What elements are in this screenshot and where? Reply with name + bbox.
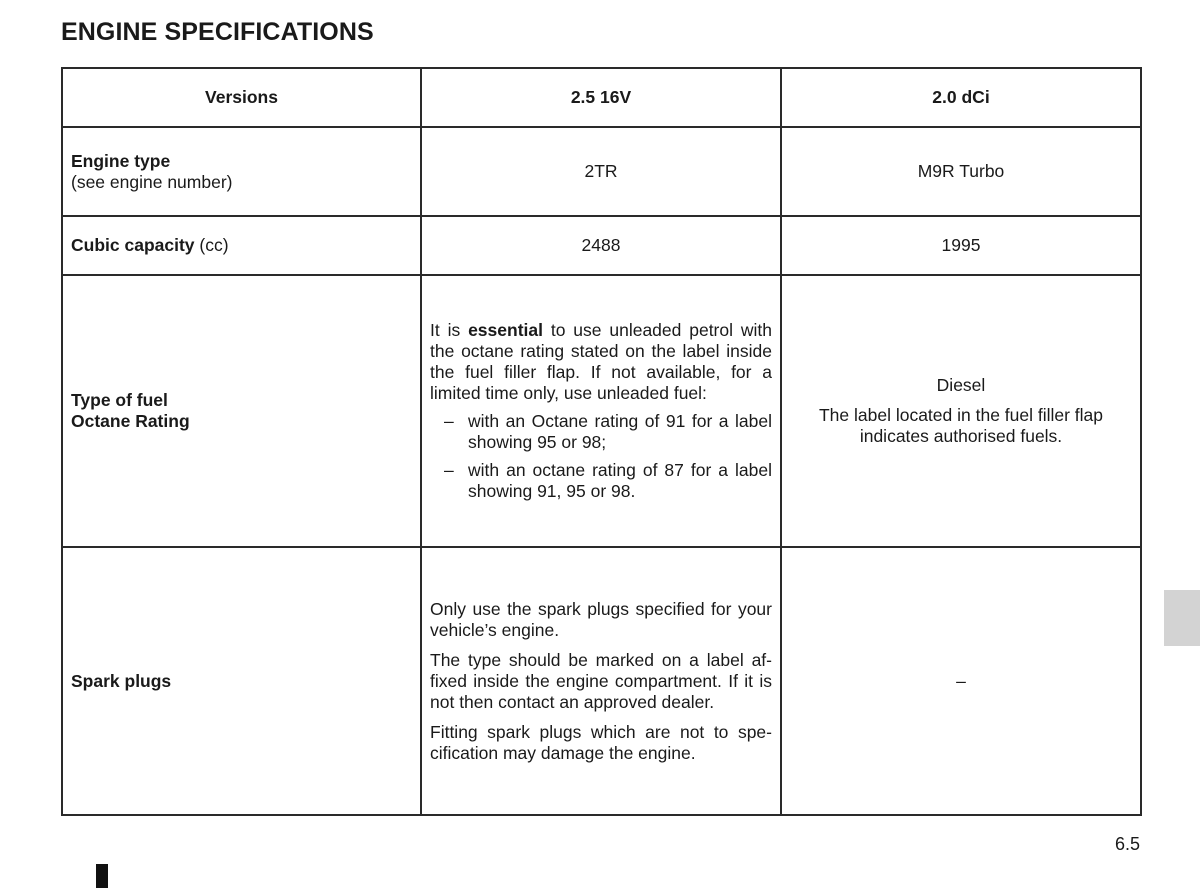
spark-plugs-paragraph-2: The type should be marked on a label af-fixed inside the engine compartment. If it is not then contact an approved dealer. — [430, 649, 772, 712]
engine-spec-table — [61, 67, 1142, 816]
engine-type-value-2: M9R Turbo — [781, 127, 1141, 216]
fuel-intro-emphasis: essential — [468, 320, 543, 340]
fuel-type-value-1 — [421, 275, 781, 547]
fuel-intro-pre: It is — [430, 320, 469, 340]
list-item — [444, 411, 772, 453]
fuel-intro-post: to use unleaded petrol with the octane rating stated on the label inside the fuel filler flap. If not available, for a limited time only, use unleaded fuel: — [430, 320, 772, 403]
cubic-capacity-row — [62, 216, 1141, 275]
fuel-octane-item-2: with an octane rating of 87 for a label showing 91, 95 or 98. — [468, 460, 772, 501]
cubic-capacity-value-1: 2488 — [421, 216, 781, 275]
dash-bullet: – — [444, 411, 454, 431]
fuel-diesel-text: Diesel — [936, 375, 986, 395]
table-header-row — [62, 68, 1141, 127]
fuel-label-note: The label located in the fuel filler flap indicates authorised fuels. — [818, 405, 1104, 446]
spark-plugs-label: Spark plugs — [62, 547, 421, 815]
header-version-2-5-16v: 2.5 16V — [421, 68, 781, 127]
spark-plugs-value-1 — [421, 547, 781, 815]
engine-type-title: Engine type — [71, 150, 171, 171]
octane-rating-title: Octane Rating — [71, 411, 190, 431]
engine-type-note: (see engine number) — [71, 171, 233, 192]
fuel-octane-item-1: with an Octane rating of 91 for a label showing 95 or 98; — [468, 411, 772, 452]
header-versions: Versions — [62, 68, 421, 127]
cubic-capacity-value-2: 1995 — [781, 216, 1141, 275]
engine-type-row — [62, 127, 1141, 216]
bottom-edge-mark — [96, 864, 108, 888]
spark-plugs-paragraph-3: Fitting spark plugs which are not to spe-cification may damage the engine. — [430, 721, 772, 763]
fuel-type-label — [62, 275, 421, 547]
header-version-2-0-dci: 2.0 dCi — [781, 68, 1141, 127]
fuel-type-row — [62, 275, 1141, 547]
spark-plugs-value-2: – — [781, 547, 1141, 815]
spark-plugs-paragraph-1: Only use the spark plugs specified for your vehicle’s engine. — [430, 598, 772, 640]
cubic-capacity-label — [62, 216, 421, 275]
fuel-type-value-2 — [781, 275, 1141, 547]
section-tab-marker — [1164, 590, 1200, 646]
dash-bullet: – — [444, 460, 454, 480]
engine-type-label — [62, 127, 421, 216]
engine-type-value-1: 2TR — [421, 127, 781, 216]
fuel-intro-text — [430, 320, 772, 404]
page-title: ENGINE SPECIFICATIONS — [61, 18, 374, 46]
list-item — [444, 460, 772, 502]
spark-plugs-row — [62, 547, 1141, 815]
cubic-capacity-unit: (cc) — [199, 235, 229, 255]
page-number: 6.5 — [1114, 834, 1140, 854]
fuel-type-title: Type of fuel — [71, 390, 168, 410]
cubic-capacity-title: Cubic capacity — [71, 235, 195, 255]
